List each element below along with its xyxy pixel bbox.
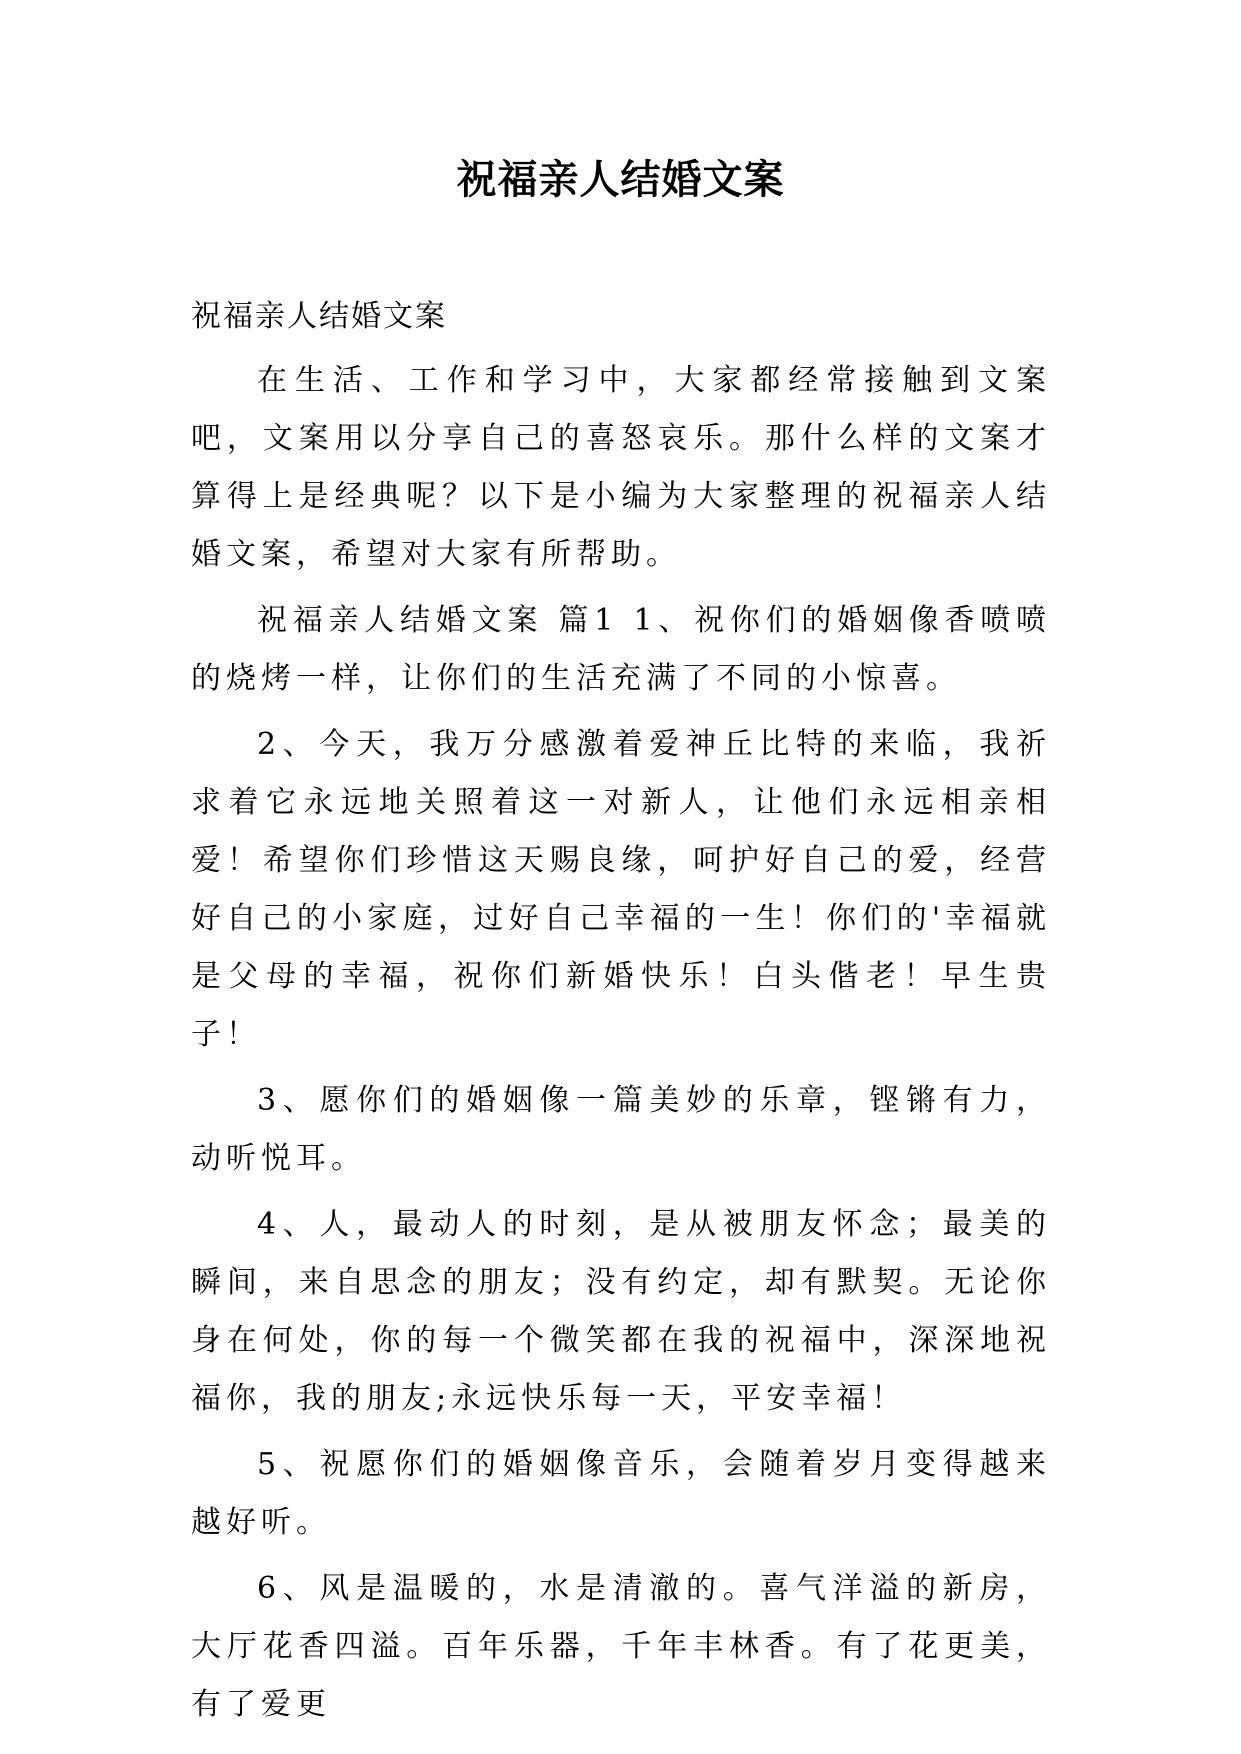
wish-paragraph-5: 5、祝愿你们的婚姻像音乐，会随着岁月变得越来越好听。: [191, 1447, 1051, 1540]
section-heading-paragraph: 祝福亲人结婚文案 篇1 1、祝你们的婚姻像香喷喷的烧烤一样，让你们的生活充满了不同的小惊喜。: [191, 603, 1051, 696]
document-title: 祝福亲人结婚文案: [456, 156, 785, 203]
document-body: [191, 288, 1051, 1742]
wish-paragraph-2: 2、今天，我万分感激着爱神丘比特的来临，我祈求着它永远地关照着这一对新人，让他们永远相亲相爱！希望你们珍惜这天赐良缘，呵护好自己的爱，经营好自己的小家庭，过好自己幸福的一生！你们的'幸福就是父母的幸福，祝你们新婚快乐！白头偕老！早生贵子！: [191, 727, 1051, 1052]
wish-paragraph-6: 6、风是温暖的，水是清澈的。喜气洋溢的新房，大厅花香四溢。百年乐器，千年丰林香。有了花更美，有了爱更: [191, 1571, 1051, 1722]
wish-paragraph-3: 3、愿你们的婚姻像一篇美妙的乐章，铿锵有力，动听悦耳。: [191, 1083, 1051, 1176]
intro-paragraph: 在生活、工作和学习中，大家都经常接触到文案吧，文案用以分享自己的喜怒哀乐。那什么样的文案才算得上是经典呢？以下是小编为大家整理的祝福亲人结婚文案，希望对大家有所帮助。: [191, 363, 1051, 572]
document-subtitle: 祝福亲人结婚文案: [191, 299, 447, 334]
wish-paragraph-4: 4、人，最动人的时刻，是从被朋友怀念；最美的瞬间，来自思念的朋友；没有约定，却有默契。无论你身在何处，你的每一个微笑都在我的祝福中，深深地祝福你，我的朋友;永远快乐每一天，平安幸福！: [191, 1207, 1051, 1416]
